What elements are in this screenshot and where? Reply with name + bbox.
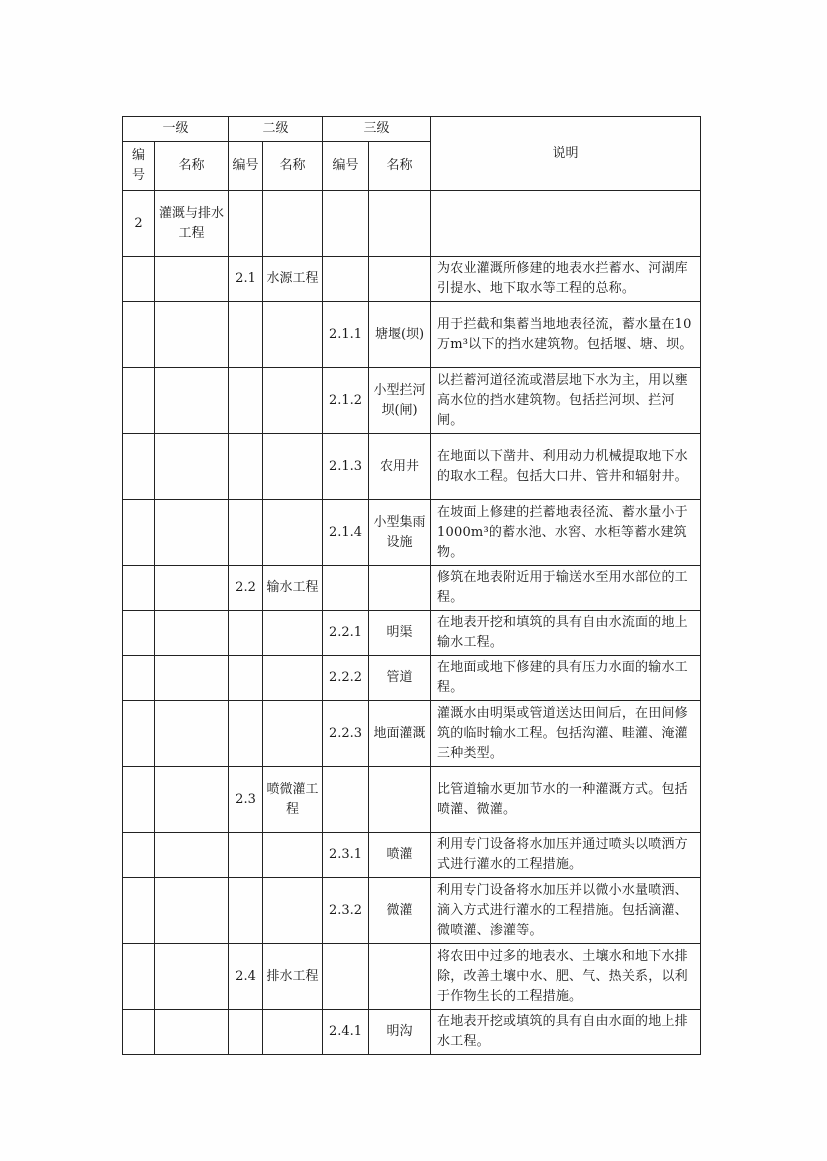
- cell-level3-code: 2.3.1: [323, 833, 369, 878]
- cell-description: 在地面或地下修建的具有压力水面的输水工程。: [431, 656, 701, 701]
- cell-level2-name: 水源工程: [263, 257, 323, 302]
- cell-level1-code: [123, 833, 155, 878]
- cell-level3-name: 喷灌: [369, 833, 431, 878]
- cell-level2-code: 2.2: [229, 566, 263, 611]
- cell-level3-name: 明渠: [369, 611, 431, 656]
- cell-description: 利用专门设备将水加压并通过喷头以喷洒方式进行灌水的工程措施。: [431, 833, 701, 878]
- cell-level2-code: [229, 500, 263, 566]
- cell-level1-code: [123, 767, 155, 833]
- cell-level2-name: [263, 611, 323, 656]
- cell-level2-name: [263, 1010, 323, 1055]
- cell-level2-name: [263, 191, 323, 257]
- table-row: [123, 767, 701, 833]
- cell-description: 将农田中过多的地表水、土壤水和地下水排除，改善土壤中水、肥、气、热关系，以利于作物生长的工程措施。: [431, 944, 701, 1010]
- table-row: [123, 944, 701, 1010]
- cell-level2-name: [263, 500, 323, 566]
- cell-description: 比管道输水更加节水的一种灌溉方式。包括喷灌、微灌。: [431, 767, 701, 833]
- cell-level1-name: [155, 944, 229, 1010]
- cell-level1-name: [155, 434, 229, 500]
- cell-description: [431, 191, 701, 257]
- cell-level3-name: 塘堰(坝): [369, 302, 431, 368]
- cell-description: 用于拦截和集蓄当地地表径流，蓄水量在10万m³以下的挡水建筑物。包括堰、塘、坝。: [431, 302, 701, 368]
- cell-level1-name: [155, 500, 229, 566]
- cell-level2-code: [229, 656, 263, 701]
- cell-level3-name: 小型集雨设施: [369, 500, 431, 566]
- cell-description: 在坡面上修建的拦蓄地表径流、蓄水量小于1000m³的蓄水池、水窖、水柜等蓄水建筑物。: [431, 500, 701, 566]
- cell-level1-code: [123, 878, 155, 944]
- table-row: [123, 302, 701, 368]
- cell-level3-code: [323, 566, 369, 611]
- cell-level1-name: [155, 1010, 229, 1055]
- classification-table: [122, 116, 701, 1055]
- cell-level3-code: 2.1.3: [323, 434, 369, 500]
- cell-level3-code: 2.1.4: [323, 500, 369, 566]
- table-row: [123, 500, 701, 566]
- table-row: [123, 566, 701, 611]
- table-row: [123, 368, 701, 434]
- cell-level2-name: 输水工程: [263, 566, 323, 611]
- cell-level3-code: [323, 944, 369, 1010]
- cell-level3-name: [369, 566, 431, 611]
- cell-level3-name: [369, 191, 431, 257]
- table-row: [123, 434, 701, 500]
- cell-level3-name: 明沟: [369, 1010, 431, 1055]
- cell-level2-code: [229, 878, 263, 944]
- header-level3-name: 名称: [369, 142, 431, 191]
- table-row: [123, 611, 701, 656]
- cell-level3-code: 2.2.2: [323, 656, 369, 701]
- cell-level3-name: [369, 767, 431, 833]
- header-level2-name: 名称: [263, 142, 323, 191]
- cell-description: 修筑在地表附近用于输送水至用水部位的工程。: [431, 566, 701, 611]
- cell-level1-name: [155, 656, 229, 701]
- header-level3-code: 编号: [323, 142, 369, 191]
- cell-level2-code: [229, 191, 263, 257]
- cell-level1-code: [123, 701, 155, 767]
- cell-description: 在地表开挖和填筑的具有自由水流面的地上输水工程。: [431, 611, 701, 656]
- cell-level2-code: [229, 701, 263, 767]
- cell-level2-code: 2.4: [229, 944, 263, 1010]
- cell-level2-name: [263, 701, 323, 767]
- cell-level2-code: [229, 434, 263, 500]
- cell-level3-code: [323, 767, 369, 833]
- cell-level1-code: [123, 656, 155, 701]
- cell-level2-name: 喷微灌工程: [263, 767, 323, 833]
- cell-level1-name: [155, 878, 229, 944]
- cell-level2-name: [263, 368, 323, 434]
- table-row: [123, 656, 701, 701]
- table-row: [123, 878, 701, 944]
- header-level2: 二级: [229, 117, 323, 142]
- cell-level1-name: [155, 611, 229, 656]
- cell-level2-code: [229, 368, 263, 434]
- cell-description: 在地表开挖或填筑的具有自由水面的地上排水工程。: [431, 1010, 701, 1055]
- cell-level3-code: [323, 257, 369, 302]
- header-group-row: [123, 117, 701, 142]
- cell-level2-name: [263, 302, 323, 368]
- cell-level3-code: [323, 191, 369, 257]
- cell-level3-code: 2.3.2: [323, 878, 369, 944]
- cell-level1-code: [123, 500, 155, 566]
- cell-level2-name: 排水工程: [263, 944, 323, 1010]
- cell-level2-code: [229, 1010, 263, 1055]
- cell-level2-code: [229, 302, 263, 368]
- cell-level1-name: [155, 701, 229, 767]
- cell-level1-code: [123, 944, 155, 1010]
- cell-level2-name: [263, 656, 323, 701]
- table-row: [123, 1010, 701, 1055]
- cell-level2-code: 2.1: [229, 257, 263, 302]
- cell-level1-code: 2: [123, 191, 155, 257]
- table-body: [123, 191, 701, 1055]
- header-level1: 一级: [123, 117, 229, 142]
- cell-level1-name: [155, 566, 229, 611]
- cell-level3-name: 微灌: [369, 878, 431, 944]
- cell-level1-name: [155, 833, 229, 878]
- cell-level1-code: [123, 368, 155, 434]
- cell-description: 利用专门设备将水加压并以微小水量喷洒、滴入方式进行灌水的工程措施。包括滴灌、微喷灌、渗灌等。: [431, 878, 701, 944]
- cell-level1-code: [123, 1010, 155, 1055]
- cell-level2-code: [229, 611, 263, 656]
- table-row: [123, 701, 701, 767]
- cell-level3-code: 2.4.1: [323, 1010, 369, 1055]
- header-description: 说明: [431, 117, 701, 191]
- table-row: [123, 191, 701, 257]
- cell-level3-name: 小型拦河坝(闸): [369, 368, 431, 434]
- cell-level1-name: [155, 302, 229, 368]
- cell-level2-name: [263, 833, 323, 878]
- cell-level1-name: [155, 767, 229, 833]
- cell-level3-name: [369, 944, 431, 1010]
- cell-level1-name: [155, 368, 229, 434]
- cell-level3-code: 2.1.1: [323, 302, 369, 368]
- table-row: [123, 833, 701, 878]
- cell-level1-code: [123, 566, 155, 611]
- cell-level2-code: [229, 833, 263, 878]
- header-level3: 三级: [323, 117, 431, 142]
- cell-level2-code: 2.3: [229, 767, 263, 833]
- table-row: [123, 257, 701, 302]
- cell-level2-name: [263, 878, 323, 944]
- cell-description: 在地面以下凿井、利用动力机械提取地下水的取水工程。包括大口井、管井和辐射井。: [431, 434, 701, 500]
- header-level1-code: 编号: [123, 142, 155, 191]
- cell-level3-code: 2.2.1: [323, 611, 369, 656]
- cell-level1-name: [155, 257, 229, 302]
- cell-level1-name: 灌溉与排水工程: [155, 191, 229, 257]
- cell-level3-code: 2.1.2: [323, 368, 369, 434]
- cell-level3-name: 地面灌溉: [369, 701, 431, 767]
- cell-level1-code: [123, 257, 155, 302]
- cell-level3-name: [369, 257, 431, 302]
- header-level1-name: 名称: [155, 142, 229, 191]
- cell-description: 以拦蓄河道径流或潜层地下水为主，用以壅高水位的挡水建筑物。包括拦河坝、拦河闸。: [431, 368, 701, 434]
- header-level2-code: 编号: [229, 142, 263, 191]
- cell-level3-name: 管道: [369, 656, 431, 701]
- cell-description: 为农业灌溉所修建的地表水拦蓄水、河湖库引提水、地下取水等工程的总称。: [431, 257, 701, 302]
- cell-level1-code: [123, 434, 155, 500]
- cell-level3-name: 农用井: [369, 434, 431, 500]
- cell-level3-code: 2.2.3: [323, 701, 369, 767]
- cell-level1-code: [123, 302, 155, 368]
- cell-level1-code: [123, 611, 155, 656]
- cell-description: 灌溉水由明渠或管道送达田间后，在田间修筑的临时输水工程。包括沟灌、畦灌、淹灌三种类型。: [431, 701, 701, 767]
- cell-level2-name: [263, 434, 323, 500]
